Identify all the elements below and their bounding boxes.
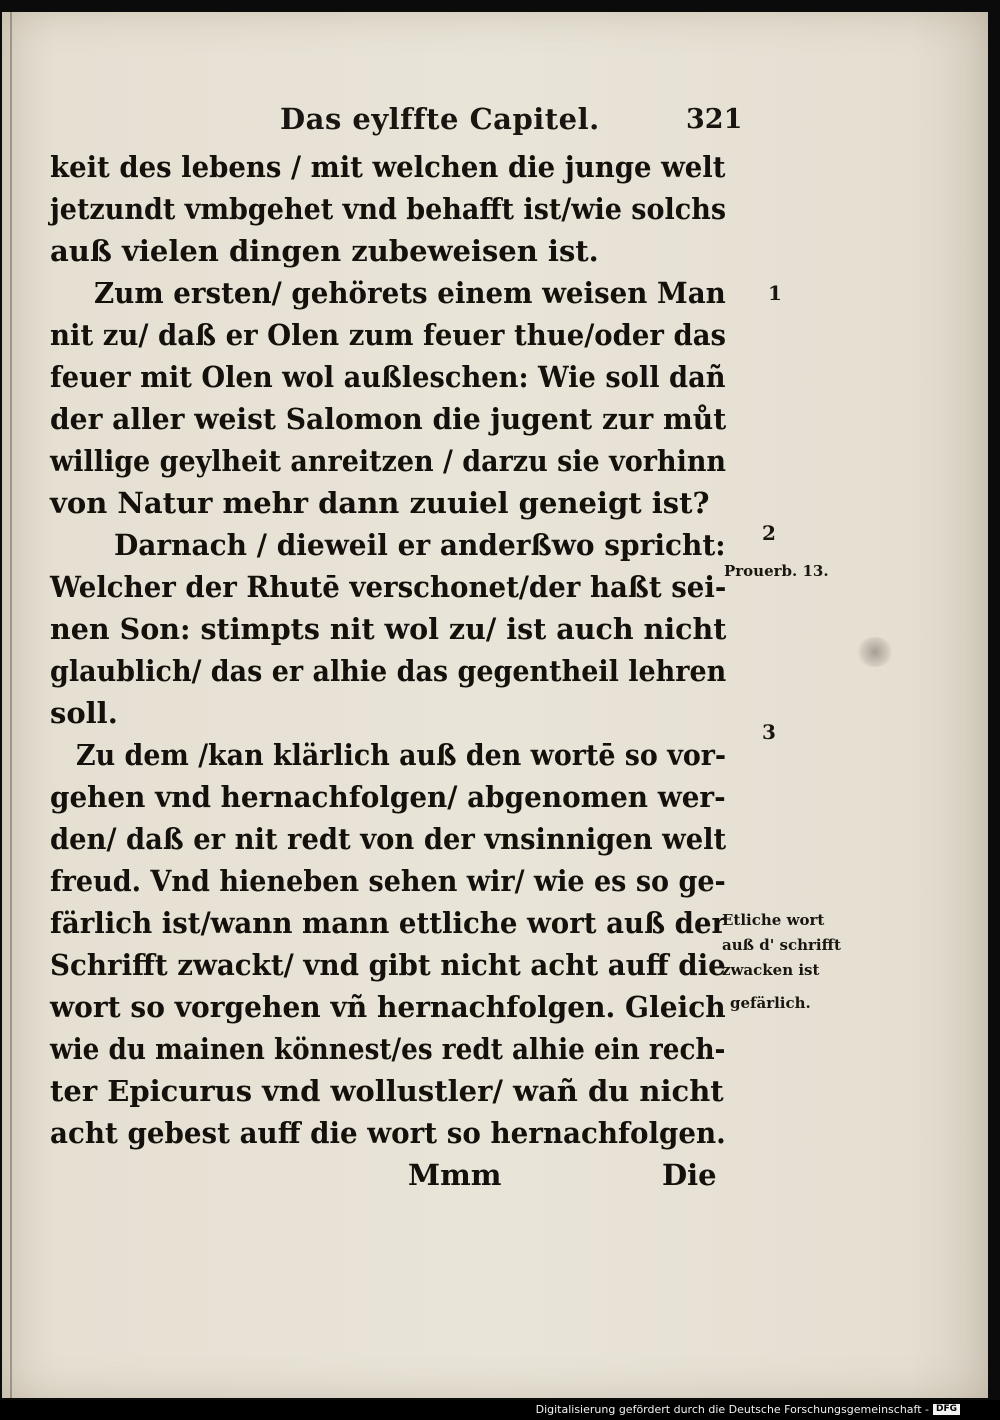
digitization-credit <box>536 1403 960 1416</box>
text-line: wort so vorgehen vñ hernachfolgen. Gleich <box>50 990 726 1024</box>
text-line: wie du mainen könnest/es redt alhie ein rech- <box>50 1032 726 1066</box>
margin-gloss-line: auß d' schrifft <box>722 936 841 954</box>
text-line: nit zu/ daß er Olen zum feuer thue/oder das <box>50 318 727 352</box>
text-line: Zu dem /kan klärlich auß den wortē so vor- <box>76 738 727 772</box>
text-line: auß vielen dingen zubeweisen ist. <box>50 234 599 268</box>
text-line: gehen vnd hernachfolgen/ abgenomen wer- <box>50 780 726 814</box>
margin-number-1: 1 <box>768 281 782 305</box>
text-line: den/ daß er nit redt von der vnsinnigen welt <box>50 822 727 856</box>
text-line: Darnach / dieweil er anderßwo spricht: <box>114 528 726 562</box>
margin-reference: Prouerb. 13. <box>724 562 829 580</box>
text-line: Schrifft zwackt/ vnd gibt nicht acht auff die <box>50 948 726 982</box>
text-line: Welcher der Rhutē verschonet/der haßt sei- <box>50 570 727 604</box>
margin-gloss-line: Etliche wort <box>722 911 825 929</box>
catchword: Die <box>662 1158 717 1192</box>
text-line: Zum ersten/ gehörets einem weisen Man <box>94 276 726 310</box>
margin-gloss-line: zwacken ist <box>722 961 820 979</box>
text-line: acht gebest auff die wort so hernachfolgen. <box>50 1116 726 1150</box>
text-line: nen Son: stimpts nit wol zu/ ist auch nicht <box>50 612 727 646</box>
running-title: Das eylffte Capitel. <box>280 102 600 136</box>
dfg-logo: DFG <box>933 1404 960 1415</box>
text-line: glaublich/ das er alhie das gegentheil lehren <box>50 654 727 688</box>
text-line: jetzundt vmbgehet vnd behafft ist/wie solchs <box>50 192 727 226</box>
text-line: soll. <box>50 696 118 730</box>
text-line: der aller weist Salomon die jugent zur můt <box>50 402 727 436</box>
gutter-edge <box>10 12 12 1398</box>
credit-text: Digitalisierung gefördert durch die Deutsche Forschungsgemeinschaft - <box>535 1403 929 1416</box>
signature-mark: Mmm <box>408 1158 502 1192</box>
margin-gloss-line: gefärlich. <box>730 994 811 1012</box>
text-line: feuer mit Olen wol außleschen: Wie soll dañ <box>50 360 726 394</box>
margin-number-2: 2 <box>762 521 776 545</box>
margin-number-3: 3 <box>762 720 776 744</box>
text-line: willige geylheit anreitzen / darzu sie vorhinn <box>50 444 727 478</box>
folio-number: 321 <box>686 104 743 135</box>
ink-smudge <box>857 637 893 667</box>
text-line: freud. Vnd hieneben sehen wir/ wie es so ge- <box>50 864 726 898</box>
text-line: ter Epicurus vnd wollustler/ wañ du nicht <box>50 1074 724 1108</box>
text-line: keit des lebens / mit welchen die junge welt <box>50 150 726 184</box>
text-line: von Natur mehr dann zuuiel geneigt ist? <box>50 486 710 520</box>
text-line: färlich ist/wann mann ettliche wort auß der <box>50 906 727 940</box>
